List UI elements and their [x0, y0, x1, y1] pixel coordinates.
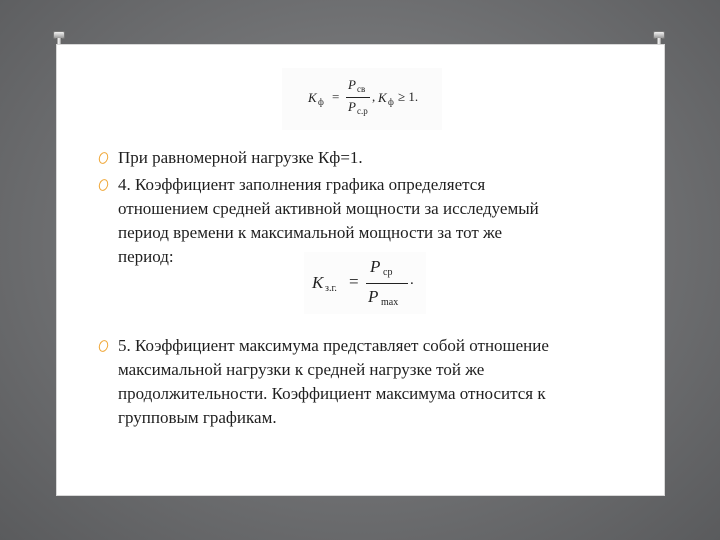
bullet3-line-1: 5. Коэффициент максимума представляет собой отношение [118, 336, 549, 355]
formula-form-factor [282, 68, 442, 130]
formula1-P-num-sub: св [357, 84, 366, 94]
formula1-K: K [308, 90, 317, 105]
bullet2-line-3: период времени к максимальной мощности за тот же [118, 223, 503, 242]
formula1-sep: , [372, 89, 376, 104]
formula2-P-den: P [368, 287, 379, 306]
formula1-fraction-bar [346, 97, 370, 98]
bullet1-text-kf: Кф=1. [317, 148, 363, 167]
formula2-P-num-sub: ср [383, 267, 393, 278]
formula2-fraction-bar [366, 283, 408, 284]
formula2-P-num: P [370, 257, 381, 276]
formula2-end: . [410, 272, 414, 288]
bullet2-line-2: отношением средней активной мощности за исследуемый [118, 199, 539, 218]
formula2-K: K [312, 273, 324, 292]
bullet2-line-1: 4. Коэффициент заполнения графика определяется [118, 175, 486, 194]
bullet3-line-2: максимальной нагрузки к средней нагрузке той же [118, 360, 485, 379]
formula1-rel: ≥ 1. [398, 89, 419, 104]
bullet1-text [118, 148, 363, 168]
bullet1-text-main: При равномерной нагрузке [118, 148, 318, 167]
formula2-eq: = [349, 272, 359, 291]
formula1-eq: = [332, 89, 340, 104]
formula2-P-den-sub: max [381, 297, 399, 308]
formula1-P-num: P [348, 77, 356, 92]
formula2-K-sub: з.г. [325, 283, 337, 294]
formula1-P-den-sub: с.р [357, 106, 368, 116]
formula1-K-sub: ф [318, 97, 324, 107]
bullet3-line-4: групповым графикам. [118, 408, 277, 427]
formula1-K2-sub: ф [388, 97, 394, 107]
bullet2-line-4: период: [118, 247, 174, 266]
bullet3-line-3: продолжительности. Коэффициент максимума относится к [118, 384, 546, 403]
formula-load-factor [304, 252, 426, 314]
formula1-K2: K [378, 90, 387, 105]
formula1-P-den: P [348, 99, 356, 114]
